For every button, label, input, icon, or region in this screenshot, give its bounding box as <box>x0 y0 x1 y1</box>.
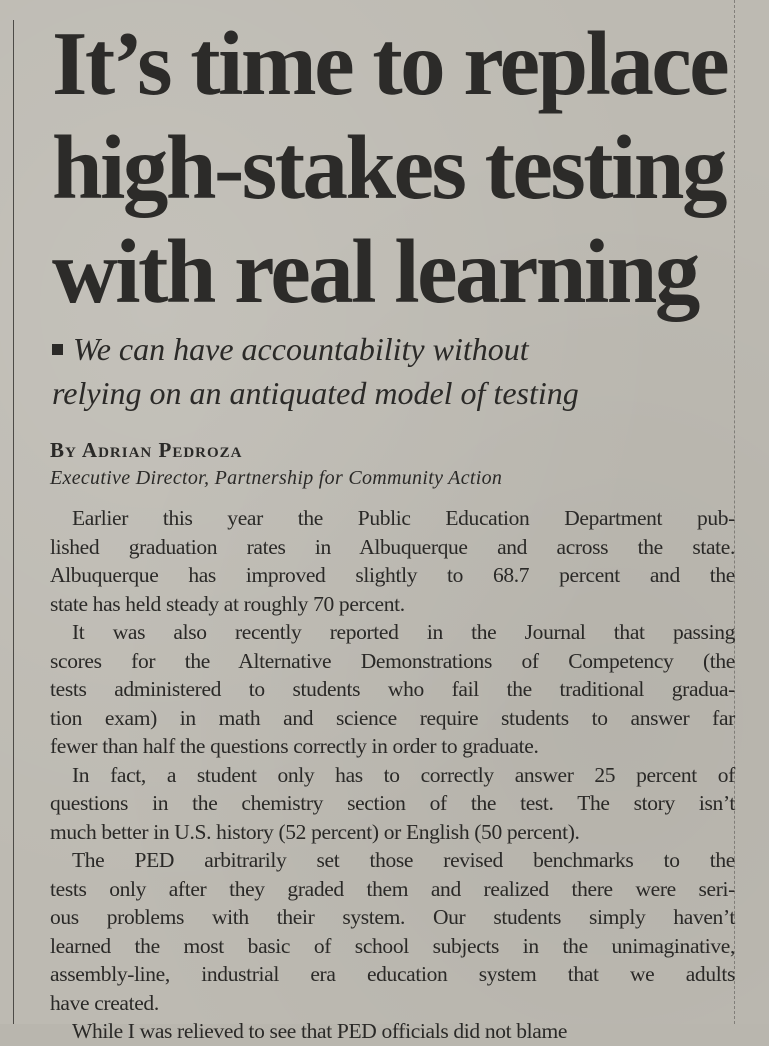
column-rule-left <box>13 20 14 1024</box>
body-line: It was also recently reported in the Journal that passing <box>72 620 735 644</box>
body-line: have created. <box>50 990 159 1015</box>
body-line: The PED arbitrarily set those revised benchmarks to the <box>72 848 735 872</box>
body-line: lished graduation rates in Albuquerque and across the state. <box>50 534 735 559</box>
body-line-cut-off: While I was relieved to see that PED officials did not blame <box>72 1019 568 1043</box>
body-line: scores for the Alternative Demonstrations of Competency (the <box>50 648 735 673</box>
body-paragraph <box>50 761 735 847</box>
headline-line: It’s time to replace <box>52 13 728 114</box>
byline: By Adrian Pedroza <box>50 438 243 462</box>
author-affiliation: Executive Director, Partnership for Community Action <box>50 467 503 489</box>
body-line: tests administered to students who fail the traditional gradua- <box>50 677 735 701</box>
body-line: Earlier this year the Public Education Department pub- <box>72 506 735 530</box>
body-line: assembly-line, industrial era education system that we adults <box>50 962 735 986</box>
square-bullet-icon <box>52 344 63 355</box>
deck-line: We can have accountability without <box>73 331 529 367</box>
body-line: tests only after they graded them and realized there were seri- <box>50 876 735 901</box>
body-line: In fact, a student only has to correctly answer 25 percent of <box>72 762 735 787</box>
body-line: state has held steady at roughly 70 percent. <box>50 591 405 616</box>
body-paragraph <box>50 504 735 618</box>
body-line: questions in the chemistry section of the test. The story isn’t <box>50 791 735 815</box>
body-paragraph <box>50 846 735 1017</box>
deck-line: relying on an antiquated model of testing <box>52 375 579 411</box>
body-line: ous problems with their system. Our students simply haven’t <box>50 905 735 929</box>
headline-line: high-stakes testing <box>52 117 725 218</box>
body-line: fewer than half the questions correctly in order to graduate. <box>50 734 539 758</box>
body-paragraph <box>50 618 735 761</box>
article-body <box>50 504 735 1046</box>
headline <box>52 12 742 324</box>
body-line: Albuquerque has improved slightly to 68.7 percent and the <box>50 563 735 587</box>
headline-line: with real learning <box>52 221 698 322</box>
deck-subheadline <box>52 327 742 415</box>
body-line: learned the most basic of school subjects in the unimaginative, <box>50 933 735 958</box>
body-line: much better in U.S. history (52 percent) or English (50 percent). <box>50 819 580 844</box>
body-line: tion exam) in math and science require students to answer far <box>50 705 735 730</box>
